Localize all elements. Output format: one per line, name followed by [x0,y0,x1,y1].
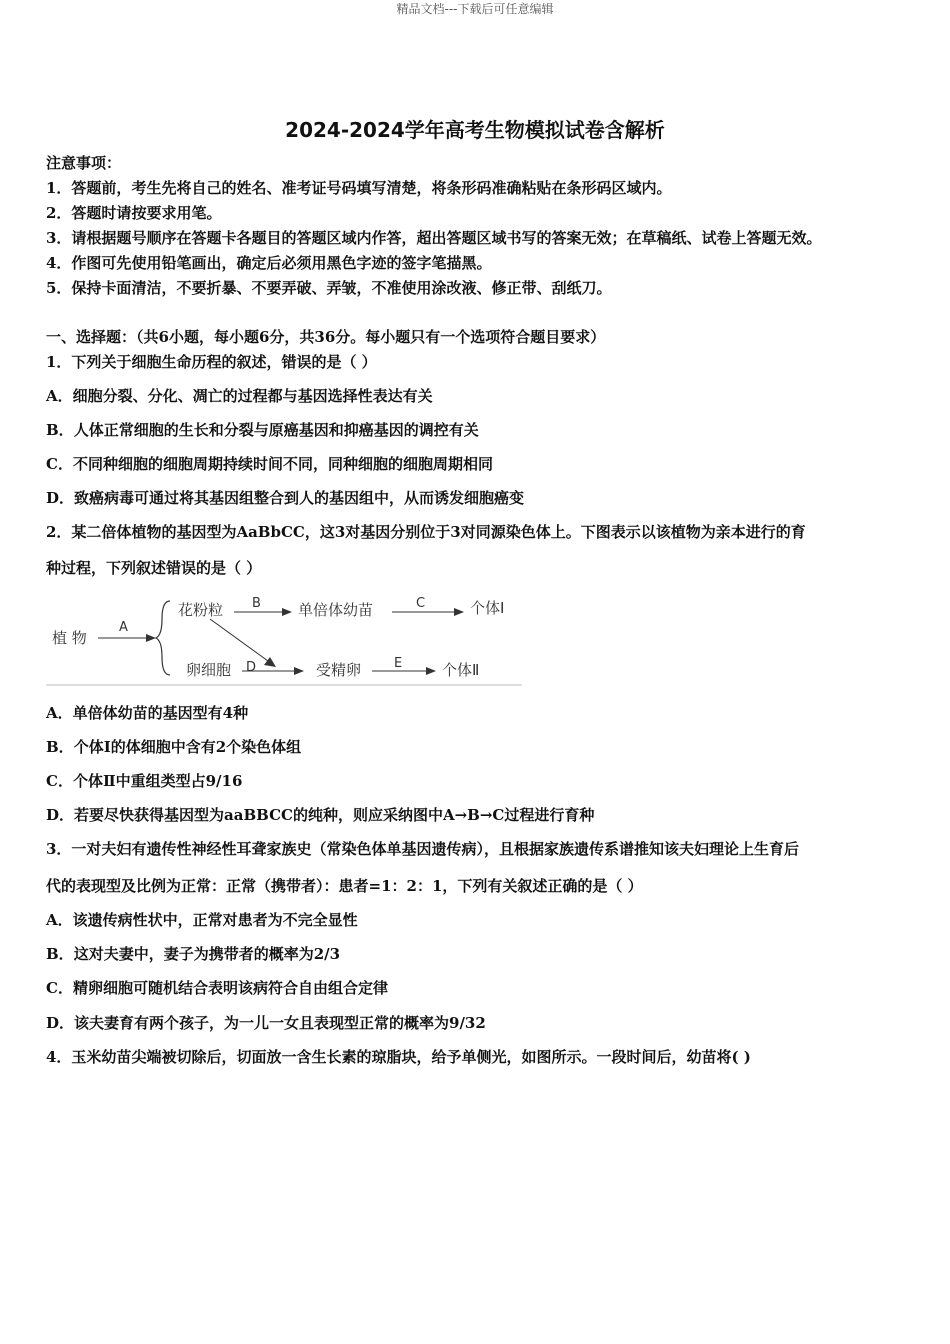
branch-brace [156,601,170,675]
question-3-option-a [46,909,358,930]
option-text: 致癌病毒可通过将其基因组整合到人的基因组中，从而诱发细胞癌变 [74,489,525,507]
diagram-plant-label: 植 物 [52,629,87,647]
diagram-egg-label: 卵细胞 [186,661,232,679]
document-title: 2024-2024学年高考生物模拟试卷含解析 [285,118,665,142]
option-letter: C． [46,979,73,997]
option-letter: B． [46,945,74,963]
arrow-c-head [454,608,464,616]
diagram-individual2-label: 个体Ⅱ [442,661,480,679]
diagram-individual1-label: 个体Ⅰ [470,599,505,617]
notice-item: 1．答题前，考生先将自己的姓名、准考证号码填写清楚，将条形码准确粘贴在条形码区域内。 [46,179,672,197]
option-letter: B． [46,421,74,439]
option-text: 个体Ⅱ中重组类型占9/16 [72,772,243,790]
diagonal-arrow-line [210,619,268,661]
option-letter: D． [46,1014,75,1032]
diagonal-arrow-head [264,657,276,667]
option-letter: B． [46,738,74,756]
arrow-b-head [282,608,292,616]
question-1-option-c [46,453,493,474]
diagram-pollen-label: 花粉粒 [178,601,224,619]
question-2-option-a [46,702,248,723]
option-text: 该夫妻育有两个孩子，为一儿一女且表现型正常的概率为9/32 [74,1014,486,1032]
arrow-c-label: C [416,596,426,611]
question-2-option-d [46,804,594,825]
question-1-option-a [46,385,433,406]
option-text: 精卵细胞可随机结合表明该病符合自由组合定律 [72,979,388,997]
notice-heading: 注意事项： [46,154,122,172]
option-text: 这对夫妻中，妻子为携带者的概率为2/3 [73,945,341,963]
option-letter: C． [46,455,73,473]
question-2-stem-line-2: 种过程，下列叙述错误的是（ ） [46,559,262,577]
arrow-d-label: D [246,660,257,675]
notice-item: 3．请根据题号顺序在答题卡各题目的答题区域内作答，超出答题区域书写的答案无效；在草稿纸、试卷上答题无效。 [46,229,822,247]
option-text: 不同种细胞的细胞周期持续时间不同，同种细胞的细胞周期相同 [72,455,493,473]
option-letter: D． [46,489,75,507]
breeding-process-diagram [46,591,526,687]
question-3-stem-line-2: 代的表现型及比例为正常：正常（携带者）：患者=1：2：1，下列有关叙述正确的是（ ） [46,877,643,895]
question-3-option-d [46,1012,486,1033]
question-3-option-c [46,977,388,998]
option-text: 人体正常细胞的生长和分裂与原癌基因和抑癌基因的调控有关 [73,421,479,439]
question-2-option-c [46,770,242,791]
arrow-b-label: B [252,596,261,611]
option-text: 单倍体幼苗的基因型有4种 [72,704,249,722]
option-text: 个体Ⅰ的体细胞中含有2个染色体组 [73,738,302,756]
question-2-stem-line-1: 2．某二倍体植物的基因型为AaBbCC，这3对基因分别位于3对同源染色体上。下图表示以该植物为亲本进行的育 [46,523,806,541]
question-1-stem: 1．下列关于细胞生命历程的叙述，错误的是（ ） [46,353,377,371]
notice-item: 5．保持卡面清洁，不要折暴、不要弄破、弄皱，不准使用涂改液、修正带、刮纸刀。 [46,279,612,297]
arrow-e-label: E [394,656,403,671]
header-note: 精品文档---下载后可任意编辑 [396,2,554,16]
option-letter: D． [46,806,75,824]
arrow-a-head [146,634,156,642]
diagram-zygote-label: 受精卵 [316,661,362,679]
arrow-d-head [294,667,304,675]
question-4-stem: 4．玉米幼苗尖端被切除后，切面放一含生长素的琼脂块，给予单侧光，如图所示。一段时间后，幼苗将( ) [46,1048,751,1066]
option-text: 细胞分裂、分化、凋亡的过程都与基因选择性表达有关 [72,387,433,405]
notice-item: 2．答题时请按要求用笔。 [46,204,222,222]
arrow-e-head [426,667,436,675]
question-1-option-d [46,487,524,508]
arrow-a-label: A [119,620,128,635]
question-1-option-b [46,419,479,440]
option-letter: A． [46,704,73,722]
question-3-option-b [46,943,340,964]
notice-item: 4．作图可先使用铅笔画出，确定后必须用黑色字迹的签字笔描黑。 [46,254,492,272]
option-letter: A． [46,387,73,405]
option-letter: A． [46,911,73,929]
question-3-stem-line-1: 3．一对夫妇有遗传性神经性耳聋家族史（常染色体单基因遗传病），且根据家族遗传系谱推知该夫妇理论上生育后 [46,840,799,858]
option-letter: C． [46,772,73,790]
option-text: 若要尽快获得基因型为aaBBCC的纯种，则应采纳图中A→B→C过程进行育种 [74,806,595,824]
question-2-option-b [46,736,301,757]
diagram-haploid-label: 单倍体幼苗 [298,601,374,619]
option-text: 该遗传病性状中，正常对患者为不完全显性 [72,911,358,929]
section-heading: 一、选择题：（共6小题，每小题6分，共36分。每小题只有一个选项符合题目要求） [46,328,606,346]
